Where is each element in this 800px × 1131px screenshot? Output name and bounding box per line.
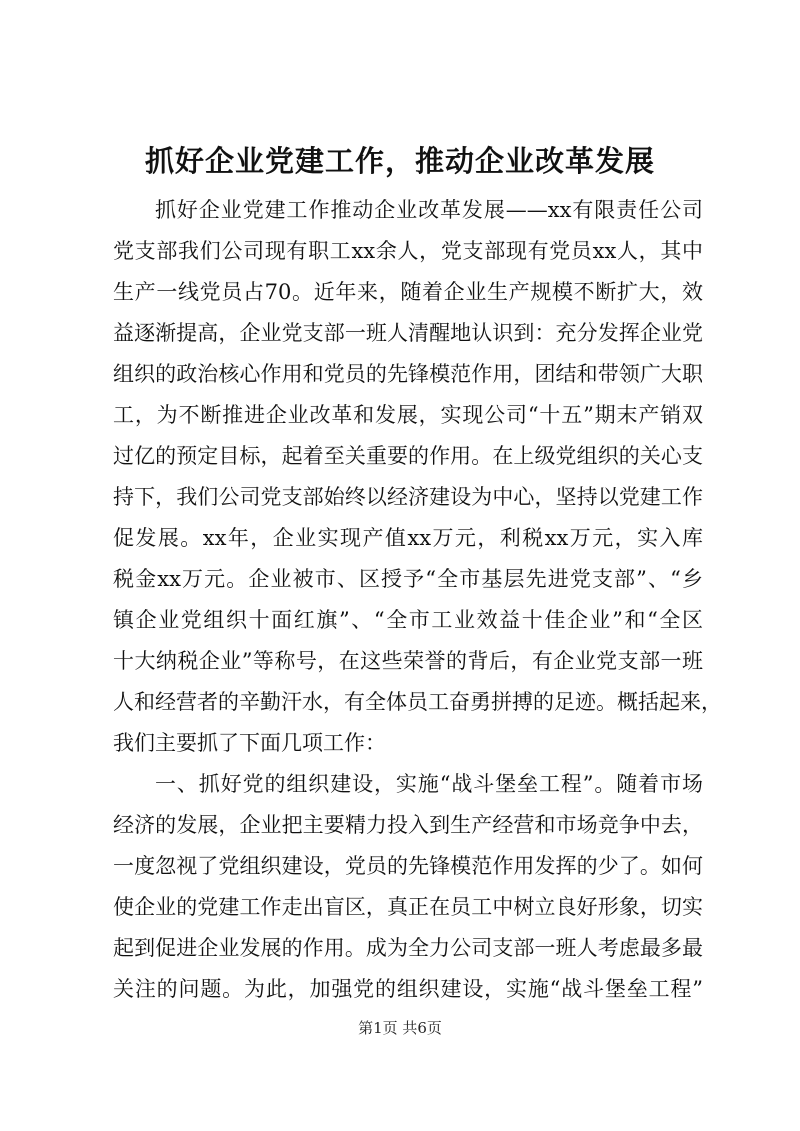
paragraph-line: 过亿的预定目标，起着至关重要的作用。在上级党组织的关心支 [113,444,703,468]
document-title: 抓好企业党建工作，推动企业改革发展 [144,144,655,178]
paragraph-line: 生产一线党员占70。近年来，随着企业生产规模不断扩大，效 [113,280,703,304]
paragraph-line: 抓好企业党建工作推动企业改革发展——xx有限责任公司 [155,198,703,222]
paragraph-line: 起到促进企业发展的作用。成为全力公司支部一班人考虑最多最 [113,936,703,960]
paragraph-line: 镇企业党组织十面红旗”、“全市工业效益十佳企业”和“全区 [113,608,703,632]
paragraph-line: 人和经营者的辛勤汗水，有全体员工奋勇拼搏的足迹。概括起来， [113,690,722,714]
paragraph-line: 我们主要抓了下面几项工作： [113,731,386,755]
paragraph-line: 党支部我们公司现有职工xx余人，党支部现有党员xx人，其中 [113,239,703,263]
paragraph-line: 一、抓好党的组织建设，实施“战斗堡垒工程”。随着市场 [155,772,703,796]
paragraph-line: 关注的问题。为此，加强党的组织建设，实施“战斗堡垒工程” [113,977,703,1001]
paragraph-line: 十大纳税企业”等称号，在这些荣誉的背后，有企业党支部一班 [113,649,703,673]
paragraph-line: 益逐渐提高，企业党支部一班人清醒地认识到：充分发挥企业党 [113,321,703,345]
paragraph-line: 组织的政治核心作用和党员的先锋模范作用，团结和带领广大职 [113,362,703,386]
paragraph-line: 税金xx万元。企业被市、区授予“全市基层先进党支部”、“乡 [113,567,703,591]
paragraph-line: 持下，我们公司党支部始终以经济建设为中心，坚持以党建工作 [113,485,703,509]
page-number-footer: 第1页 共6页 [358,1019,442,1037]
paragraph-line: 经济的发展，企业把主要精力投入到生产经营和市场竞争中去， [113,813,703,837]
paragraph-line: 使企业的党建工作走出盲区，真正在员工中树立良好形象，切实 [113,895,703,919]
document-body [113,190,722,1010]
paragraph-line: 促发展。xx年，企业实现产值xx万元，利税xx万元，实入库 [113,526,703,550]
paragraph-line: 工，为不断推进企业改革和发展，实现公司“十五”期末产销双 [113,403,703,427]
paragraph-line: 一度忽视了党组织建设，党员的先锋模范作用发挥的少了。如何 [113,854,703,878]
